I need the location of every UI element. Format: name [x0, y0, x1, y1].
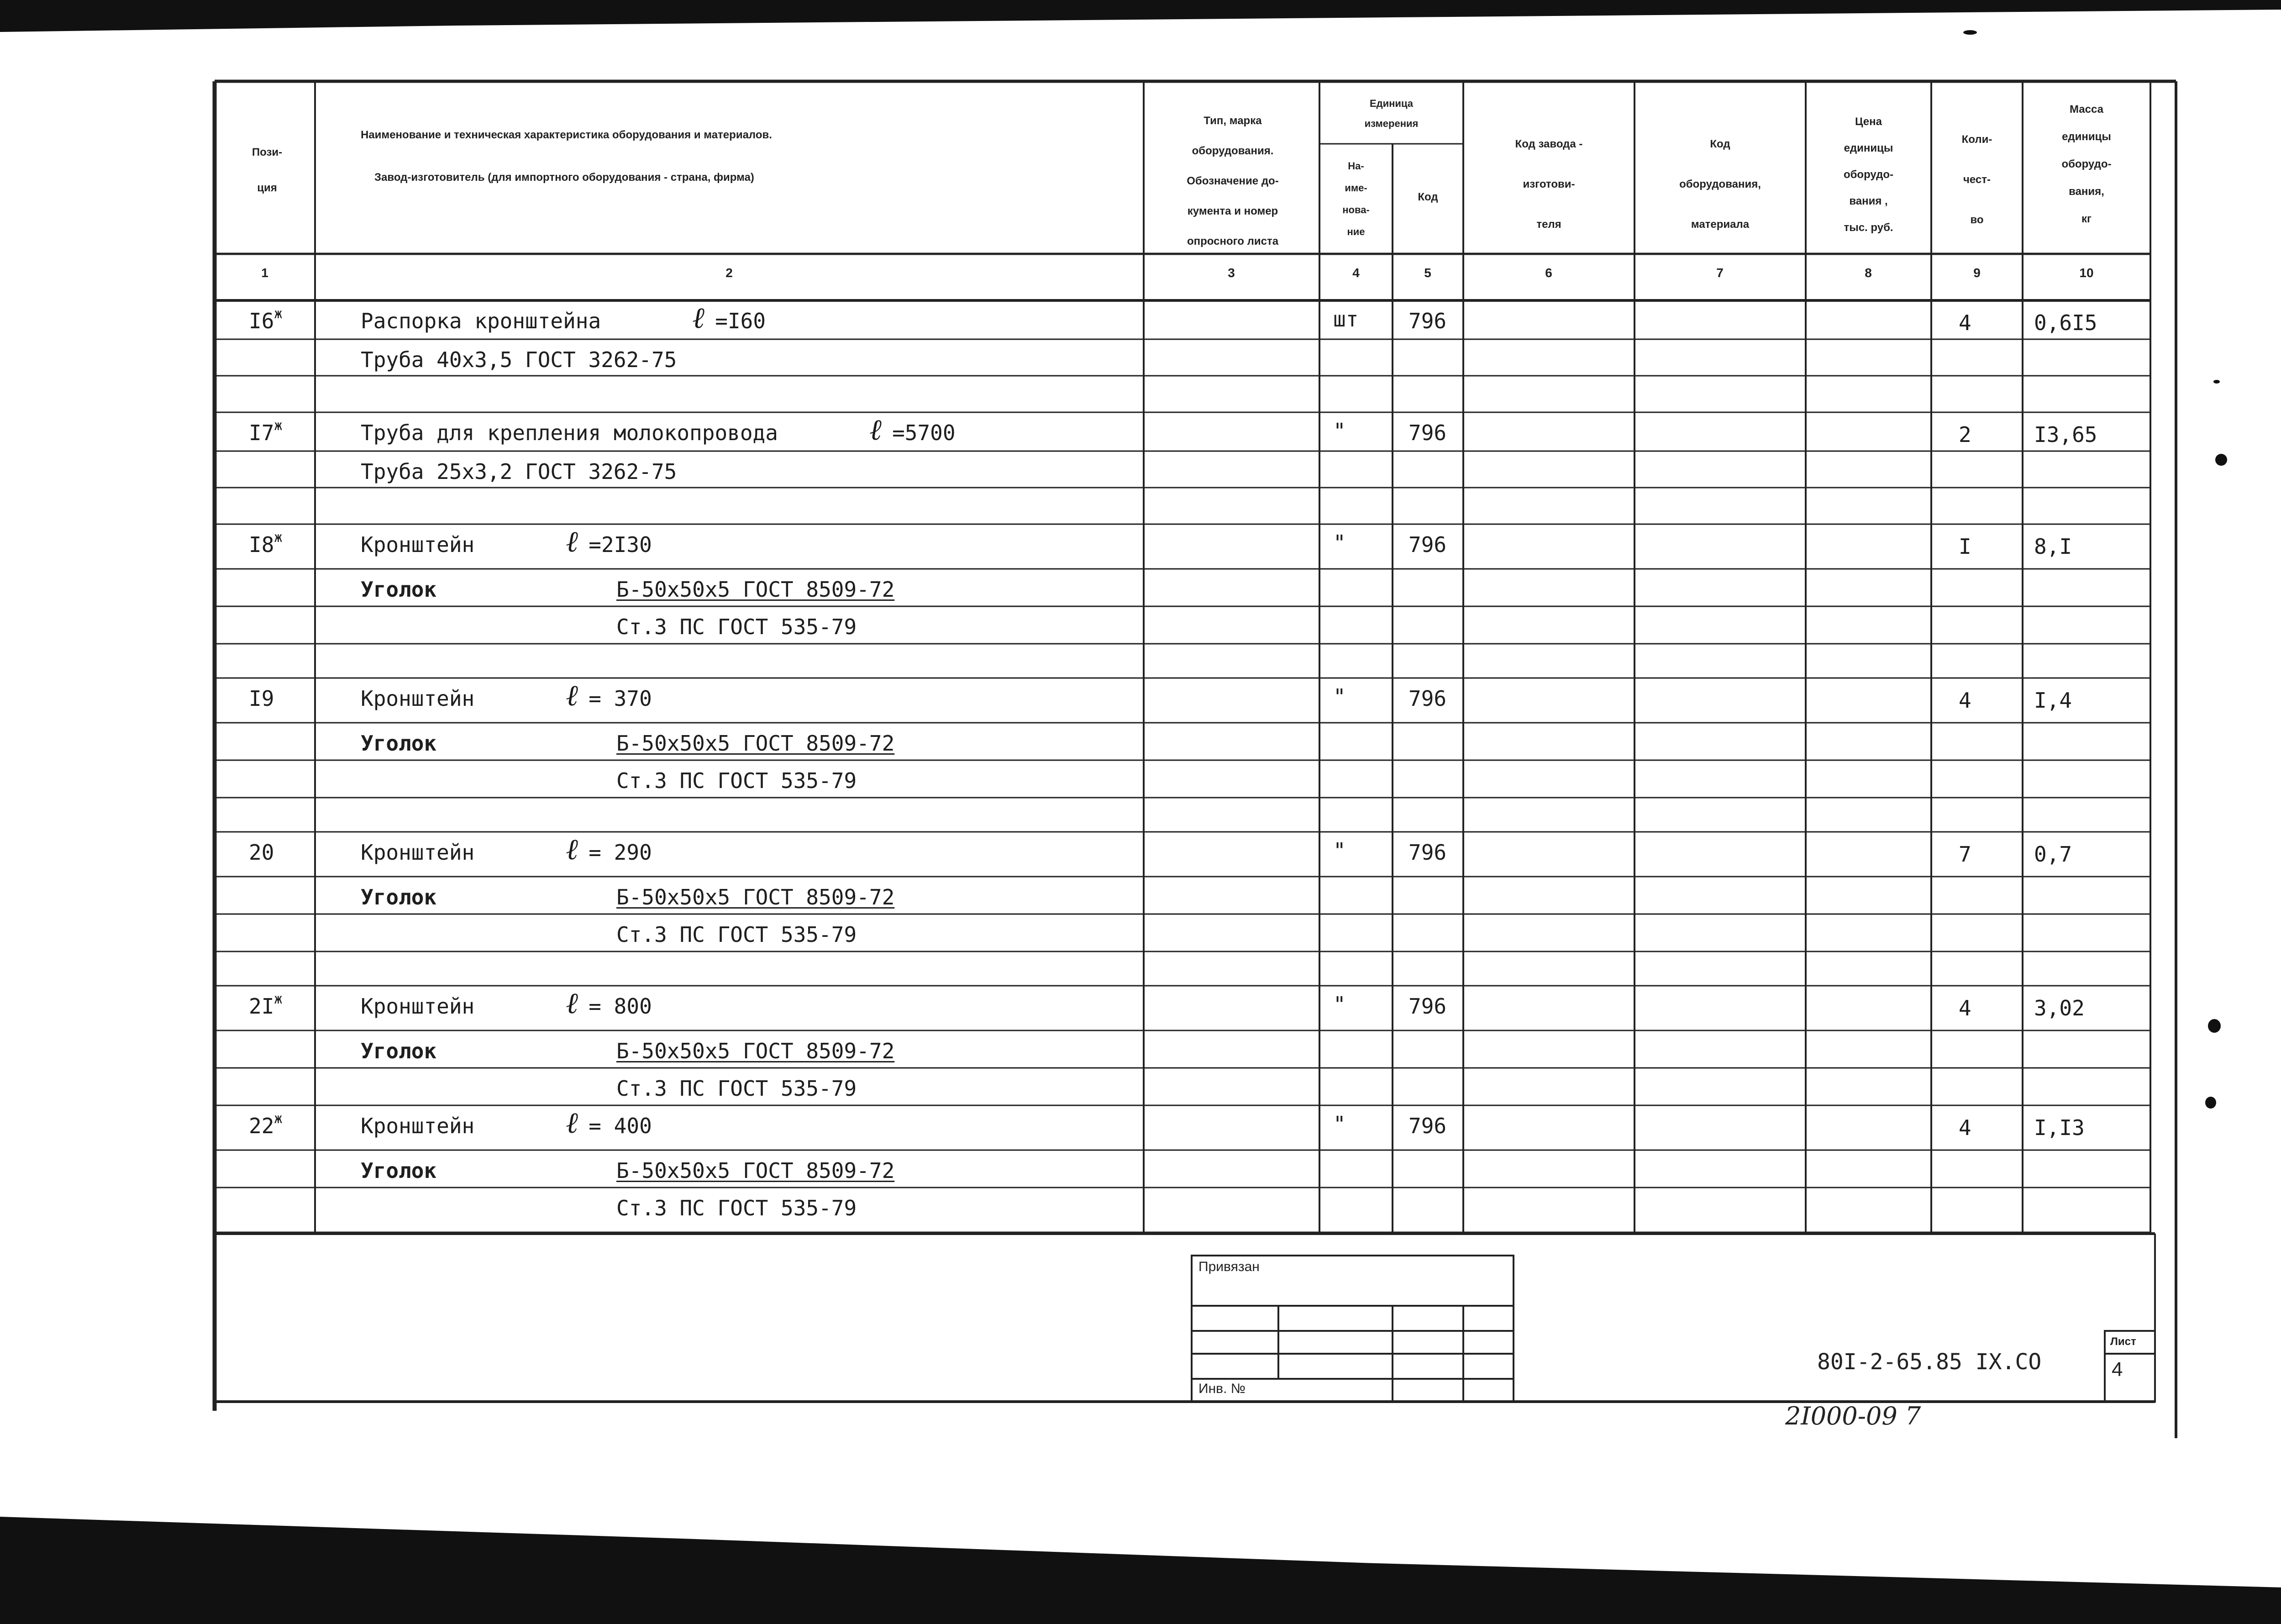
position-value: 22 — [249, 1114, 274, 1138]
position-number — [249, 686, 274, 711]
unit-mass: I,I3 — [2034, 1115, 2085, 1140]
item-length: =5700 — [892, 420, 956, 445]
item-length: =I60 — [715, 309, 766, 333]
length-symbol: ℓ — [566, 1106, 578, 1140]
material-steel: Ст.3 ПС ГОСТ 535-79 — [616, 922, 857, 947]
quantity: 4 — [1959, 688, 1971, 713]
item-name: Кронштейн — [361, 532, 475, 557]
sheet-label: Лист — [2110, 1335, 2136, 1348]
item-length: = 290 — [589, 840, 652, 865]
material-label: Уголок — [361, 1158, 437, 1183]
header-quantity: Коли- чест- во — [1961, 133, 1992, 226]
item-length: = 400 — [589, 1114, 652, 1138]
material-spec: Труба 25x3,2 ГОСТ 3262-75 — [361, 459, 677, 484]
scan-dot — [2213, 380, 2220, 384]
position-value: I8 — [249, 532, 274, 557]
length-symbol: ℓ — [566, 833, 578, 867]
unit-mass: 8,I — [2034, 534, 2072, 559]
position-value: I6 — [249, 309, 274, 333]
position-value: 2I — [249, 994, 274, 1019]
position-mark: ж — [274, 306, 283, 322]
position-mark: ж — [274, 530, 283, 546]
material-label: Уголок — [361, 1039, 437, 1063]
unit-code: 796 — [1409, 420, 1447, 445]
header-name-line2: Завод-изготовитель (для импортного оборудования - страна, фирма) — [374, 171, 754, 184]
item-name: Труба для крепления молокопровода — [361, 420, 778, 445]
item-name: Кронштейн — [361, 1114, 475, 1138]
header-equipment-code: Код оборудования, материала — [1679, 138, 1761, 231]
unit-name: " — [1333, 992, 1346, 1017]
quantity: I — [1959, 534, 1971, 559]
item-length: = 370 — [589, 686, 652, 711]
unit-code: 796 — [1409, 686, 1447, 711]
column-number: 2 — [725, 266, 733, 280]
material-steel: Ст.3 ПС ГОСТ 535-79 — [616, 1196, 857, 1220]
unit-mass: I3,65 — [2034, 422, 2097, 447]
column-number: 4 — [1352, 266, 1360, 280]
position-mark: ж — [274, 418, 283, 434]
header-type: Тип, марка оборудования. Обозначение до- кумента и номер опросного листа — [1187, 115, 1279, 247]
header-unit-name: На- име- нова- ние — [1342, 160, 1370, 237]
item-length: =2I30 — [589, 532, 652, 557]
archive-number: 2I000-09 7 — [1785, 1402, 1921, 1430]
unit-code: 796 — [1409, 532, 1447, 557]
item-length: = 800 — [589, 994, 652, 1019]
length-symbol: ℓ — [566, 525, 578, 559]
unit-name: шт — [1333, 307, 1359, 331]
header-factory-code: Код завода - изготови- теля — [1515, 138, 1583, 231]
header-name-line1: Наименование и техническая характеристика оборудования и материалов. — [361, 129, 772, 141]
material-profile: Б-50x50x5 ГОСТ 8509-72 — [616, 731, 895, 756]
unit-code: 796 — [1409, 1114, 1447, 1138]
header-unit: Единица измерения — [1364, 98, 1419, 129]
column-number: 6 — [1545, 266, 1552, 280]
column-number: 10 — [2079, 266, 2094, 280]
quantity: 7 — [1959, 842, 1971, 867]
scan-dot — [2205, 1097, 2216, 1109]
column-number: 5 — [1424, 266, 1431, 280]
header-mass: Масса единицы оборудо- вания, кг — [2061, 103, 2112, 225]
position-value: I9 — [249, 686, 274, 711]
position-value: I7 — [249, 420, 274, 445]
material-steel: Ст.3 ПС ГОСТ 535-79 — [616, 615, 857, 639]
position-mark: ж — [274, 1111, 283, 1127]
quantity: 4 — [1959, 1115, 1971, 1140]
column-number: 1 — [261, 266, 268, 280]
material-profile: Б-50x50x5 ГОСТ 8509-72 — [616, 885, 895, 909]
document-code: 80I-2-65.85 IX.CO — [1817, 1349, 2042, 1375]
item-name: Распорка кронштейна — [361, 309, 601, 333]
unit-name: " — [1333, 531, 1346, 555]
position-number — [249, 991, 283, 1019]
item-name: Кронштейн — [361, 840, 475, 865]
unit-code: 796 — [1409, 994, 1447, 1019]
quantity: 4 — [1959, 310, 1971, 335]
position-value: 20 — [249, 840, 274, 865]
position-number — [249, 306, 283, 333]
stamp-inventory-label: Инв. № — [1198, 1381, 1246, 1396]
position-mark: ж — [274, 991, 283, 1007]
unit-name: " — [1333, 1112, 1346, 1136]
unit-mass: 0,6I5 — [2034, 310, 2097, 335]
material-profile: Б-50x50x5 ГОСТ 8509-72 — [616, 1039, 895, 1063]
quantity: 2 — [1959, 422, 1971, 447]
unit-name: " — [1333, 684, 1346, 709]
material-spec: Труба 40x3,5 ГОСТ 3262-75 — [361, 347, 677, 372]
length-symbol: ℓ — [566, 679, 578, 713]
header-unit-code: Код — [1418, 191, 1438, 203]
material-steel: Ст.3 ПС ГОСТ 535-79 — [616, 768, 857, 793]
position-number — [249, 840, 274, 865]
scan-dot — [2208, 1019, 2221, 1033]
material-label: Уголок — [361, 577, 437, 602]
column-number: 3 — [1228, 266, 1235, 280]
material-label: Уголок — [361, 885, 437, 909]
scan-dot — [1963, 30, 1977, 35]
material-profile: Б-50x50x5 ГОСТ 8509-72 — [616, 1158, 895, 1183]
scan-dot — [2215, 454, 2227, 466]
position-number — [249, 420, 282, 445]
item-name: Кронштейн — [361, 686, 475, 711]
sheet-number: 4 — [2112, 1358, 2123, 1381]
header-position: Пози- ция — [252, 146, 283, 194]
item-name: Кронштейн — [361, 994, 475, 1019]
header-price: Цена единицы оборудо- вания , тыс. руб. — [1843, 116, 1894, 234]
unit-code: 796 — [1409, 840, 1447, 865]
material-profile: Б-50x50x5 ГОСТ 8509-72 — [616, 577, 895, 602]
unit-mass: 0,7 — [2034, 842, 2072, 867]
material-steel: Ст.3 ПС ГОСТ 535-79 — [616, 1076, 857, 1101]
unit-name: " — [1333, 838, 1346, 863]
column-number: 7 — [1716, 266, 1724, 280]
unit-name: " — [1333, 419, 1346, 443]
length-symbol: ℓ — [692, 301, 704, 335]
material-label: Уголок — [361, 731, 437, 756]
stamp-bound-label: Привязан — [1198, 1259, 1260, 1274]
column-number: 8 — [1865, 266, 1872, 280]
quantity: 4 — [1959, 996, 1971, 1020]
unit-mass: 3,02 — [2034, 996, 2085, 1020]
column-number: 9 — [1973, 266, 1981, 280]
position-number — [249, 532, 282, 557]
length-symbol: ℓ — [869, 413, 882, 447]
length-symbol: ℓ — [566, 987, 578, 1020]
unit-mass: I,4 — [2034, 688, 2072, 713]
position-number — [249, 1111, 283, 1138]
unit-code: 796 — [1409, 309, 1447, 333]
